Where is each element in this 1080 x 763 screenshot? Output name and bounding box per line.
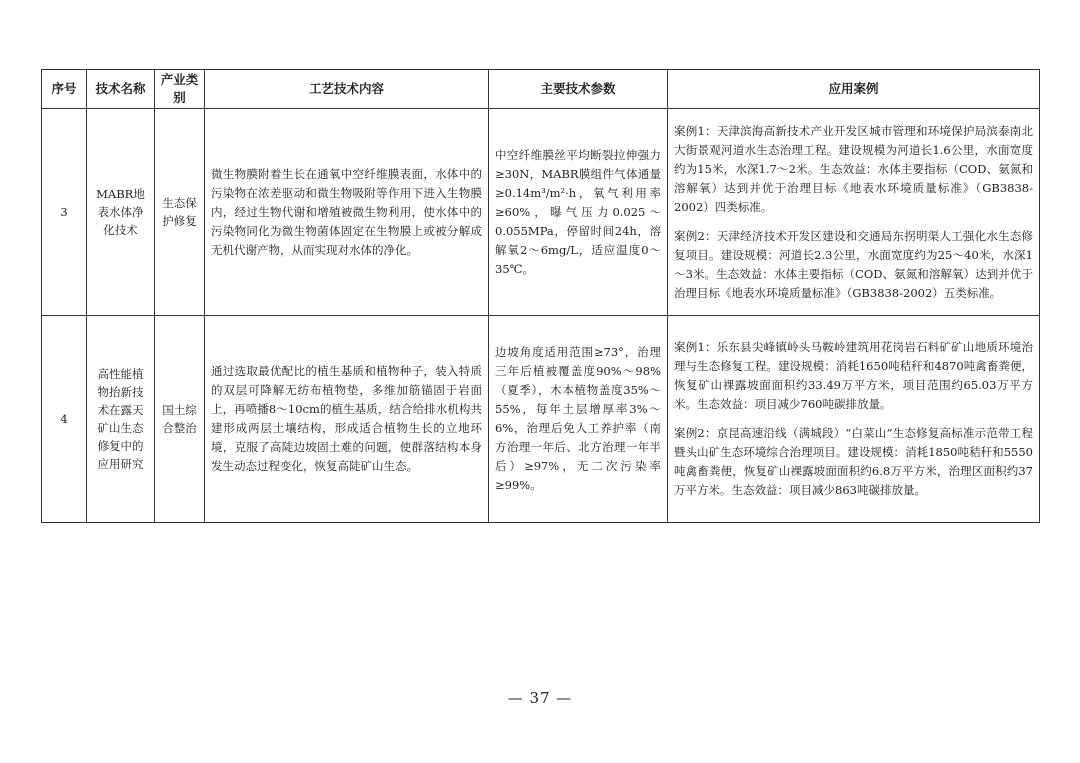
technology-table [41, 69, 1040, 523]
application-cases [668, 109, 1040, 316]
header-params: 主要技术参数 [489, 70, 668, 109]
row-number: 4 [42, 316, 87, 523]
header-process: 工艺技术内容 [205, 70, 489, 109]
technology-name: MABR地表水体净化技术 [87, 109, 155, 316]
table-header-row [42, 70, 1040, 109]
header-no: 序号 [42, 70, 87, 109]
technical-params: 中空纤维膜丝平均断裂拉伸强力≥30N，MABR膜组件气体通量≥0.14m³/m²·h，氧气利用率≥60%，曝气压力0.025～0.055MPa，停留时间24h，溶解氧2～6mg/L，适应温度0～35℃。 [489, 109, 668, 316]
technical-params: 边坡角度适用范围≥73°，治理三年后植被覆盖度90%～98%（夏季），木本植物盖度35%～55%，每年土层增厚率3%～6%，治理后免人工养护率（南方治理一年后、北方治理一年半后）≥97%，无二次污染率≥99%。 [489, 316, 668, 523]
case-2: 案例2：京昆高速沿线（满城段）“白菜山”生态修复高标准示范带工程暨头山矿生态环境综合治理项目。建设规模：消耗1850吨秸秆和5550吨禽畜粪便，恢复矿山裸露坡面面积约6.8万平方米，治理区面积约37万平方米。生态效益：项目减少863吨碳排放量。 [674, 426, 1033, 497]
header-name: 技术名称 [87, 70, 155, 109]
page-number: — 37 — [507, 689, 573, 707]
industry-category: 生态保护修复 [155, 109, 205, 316]
process-content: 通过选取最优配比的植生基质和植物种子，装入特质的双层可降解无纺布植物垫，多维加筋锚固于岩面上，再喷播8～10cm的植生基质，结合给排水机构共建形成两层土壤结构，形成适合植物生长的立地环境，克服了高陡边坡固土难的问题，使群落结构本身发生动态过程变化，恢复高陡矿山生态。 [205, 316, 489, 523]
table-row [42, 109, 1040, 316]
process-content: 微生物膜附着生长在通氧中空纤维膜表面，水体中的污染物在浓差驱动和微生物吸附等作用下进入生物膜内，经过生物代谢和增殖被微生物利用，使水体中的污染物同化为微生物菌体固定在生物膜上或被分解成无机代谢产物，从而实现对水体的净化。 [205, 109, 489, 316]
application-cases [668, 316, 1040, 523]
table-row [42, 316, 1040, 523]
row-number: 3 [42, 109, 87, 316]
case-2: 案例2：天津经济技术开发区建设和交通局东拐明渠人工强化水生态修复项目。建设规模：河道长2.3公里，水面宽度约为25～40米，水深1～3米。生态效益：水体主要指标（COD、氨氮和溶解氧）达到并优于治理目标《地表水环境质量标准》（GB3838-2002）五类标准。 [674, 228, 1033, 300]
case-1: 案例1：乐东县尖峰镇岭头马鞍岭建筑用花岗岩石料矿矿山地质环境治理与生态修复工程。建设规模：消耗1650吨秸秆和4870吨禽畜粪便，恢复矿山裸露坡面面积约33.49万平方米，项目范围约65.03万平方米。生态效益：项目减少760吨碳排放量。 [674, 340, 1033, 411]
case-1: 案例1：天津滨海高新技术产业开发区城市管理和环境保护局滨泰南北大街景观河道水生态治理工程。建设规模为河道长1.6公里，水面宽度约为15米，水深1.7～2米。生态效益：水体主要指标（COD、氨氮和溶解氧）达到并优于治理目标《地表水环境质量标准》（GB3838-2002）四类标准。 [674, 123, 1033, 214]
technology-name: 高性能植物抬新技术在露天矿山生态修复中的应用研究 [87, 316, 155, 523]
header-category: 产业类别 [155, 70, 205, 109]
industry-category: 国土综合整治 [155, 316, 205, 523]
header-cases: 应用案例 [668, 70, 1040, 109]
